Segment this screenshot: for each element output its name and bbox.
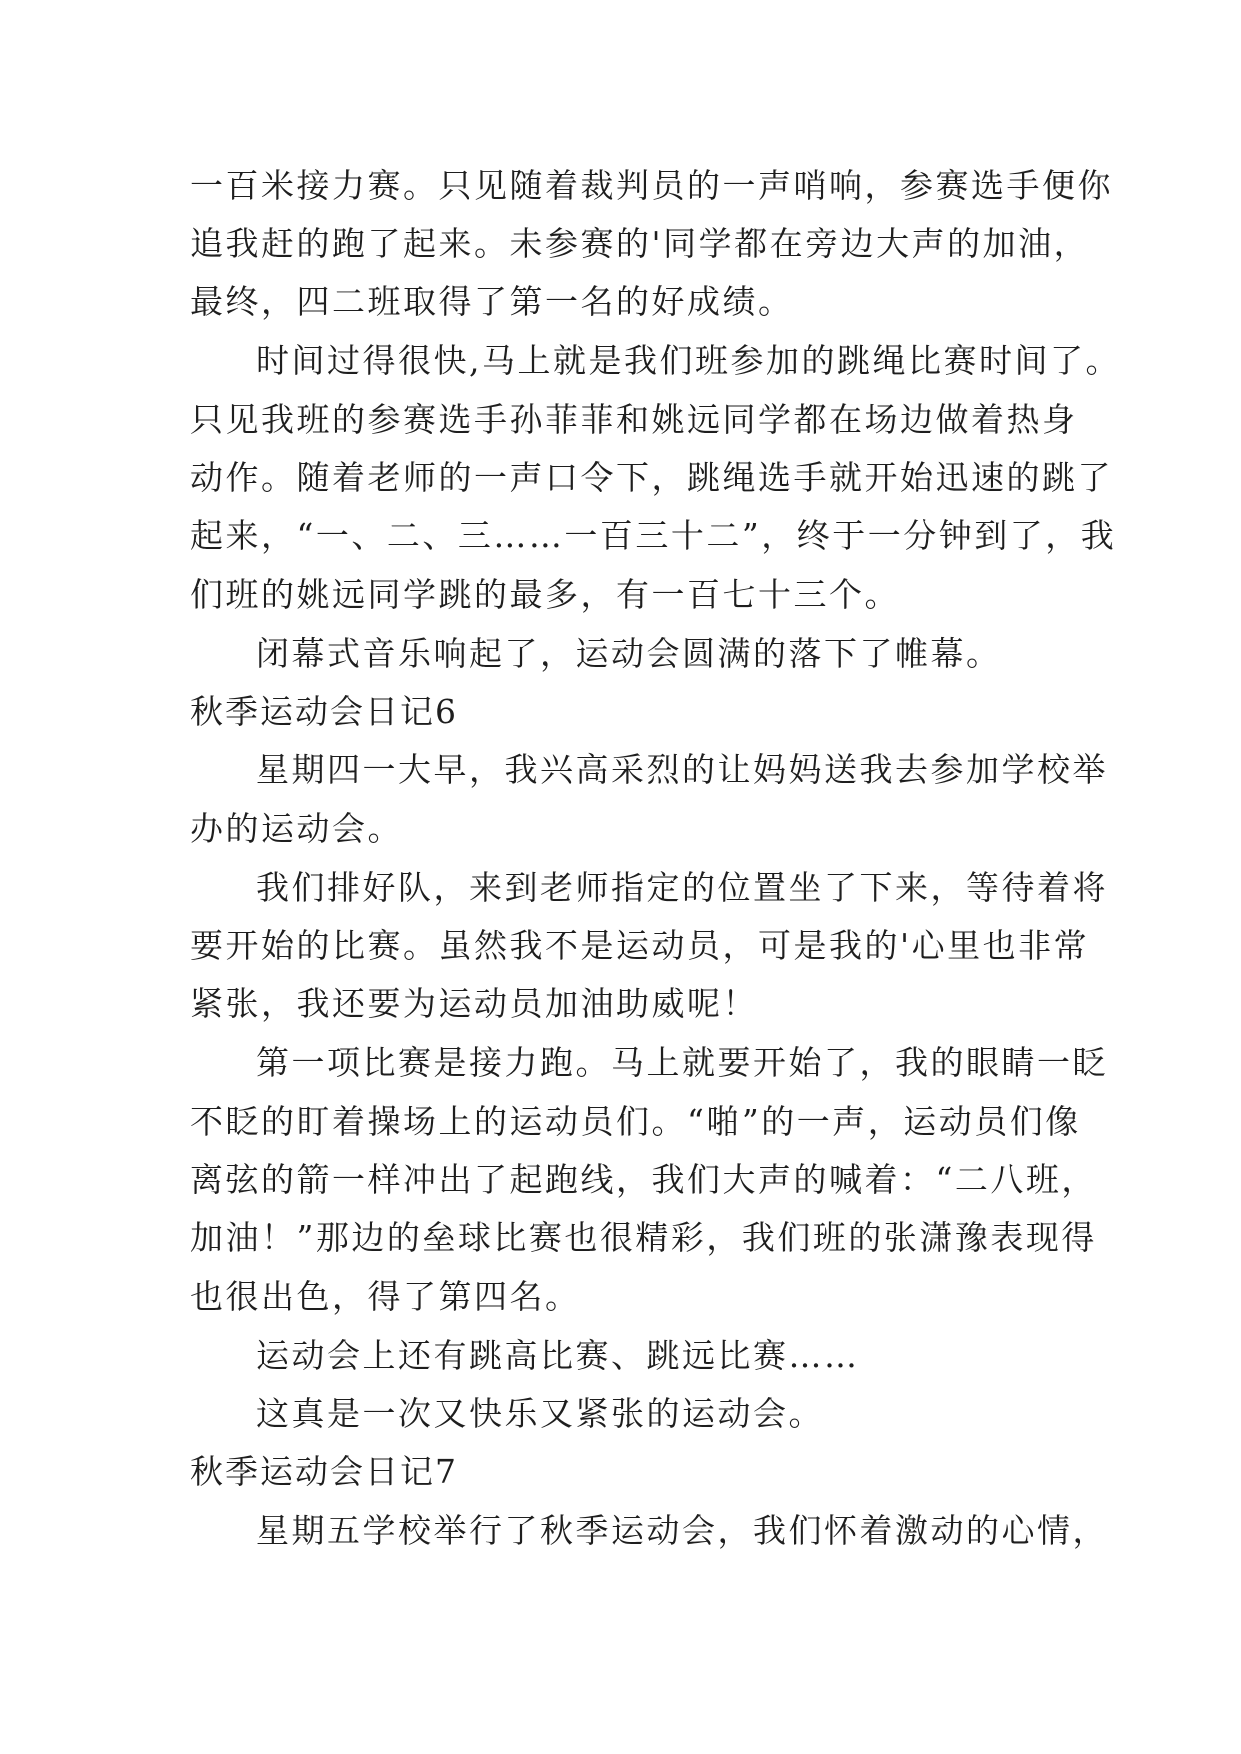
text-line: 第一项比赛是接力跑。马上就要开始了，我的眼睛一眨 [256,1043,1108,1082]
text-line: 星期五学校举行了秋季运动会，我们怀着激动的心情， [256,1511,1108,1550]
text-line: 一百米接力赛。只见随着裁判员的一声哨响，参赛选手便你 [190,166,1113,205]
section-heading: 秋季运动会日记6 [190,692,458,731]
text-line: 也很出色，得了第四名。 [190,1277,581,1316]
text-line: 紧张，我还要为运动员加油助威呢！ [190,984,758,1023]
text-line: 最终，四二班取得了第一名的好成绩。 [190,282,794,321]
text-line: 闭幕式音乐响起了，运动会圆满的落下了帷幕。 [256,634,1002,673]
text-line: 动作。随着老师的一声口令下，跳绳选手就开始迅速的跳了 [190,458,1113,497]
text-line: 追我赶的跑了起来。未参赛的'同学都在旁边大声的加油， [190,224,1090,263]
text-line: 不眨的盯着操场上的运动员们。“啪”的一声，运动员们像 [190,1102,1081,1141]
text-line: 只见我班的参赛选手孙菲菲和姚远同学都在场边做着热身 [190,400,1078,439]
text-line: 起来，“一、二、三……一百三十二”，终于一分钟到了，我 [190,516,1117,555]
text-line: 运动会上还有跳高比赛、跳远比赛…… [256,1336,860,1375]
text-line: 时间过得很快,马上就是我们班参加的跳绳比赛时间了。 [256,341,1121,380]
text-line: 离弦的箭一样冲出了起跑线，我们大声的喊着：“二八班， [190,1160,1097,1199]
text-line: 星期四一大早，我兴高采烈的让妈妈送我去参加学校举 [256,750,1108,789]
text-line: 办的运动会。 [190,809,403,848]
text-line: 加油！”那边的垒球比赛也很精彩，我们班的张潇豫表现得 [190,1218,1097,1257]
text-line: 们班的姚远同学跳的最多，有一百七十三个。 [190,575,900,614]
text-line: 这真是一次又快乐又紧张的运动会。 [256,1394,824,1433]
section-heading: 秋季运动会日记7 [190,1452,458,1491]
text-line: 要开始的比赛。虽然我不是运动员，可是我的'心里也非常 [190,926,1090,965]
text-line: 我们排好队，来到老师指定的位置坐了下来，等待着将 [256,868,1108,907]
